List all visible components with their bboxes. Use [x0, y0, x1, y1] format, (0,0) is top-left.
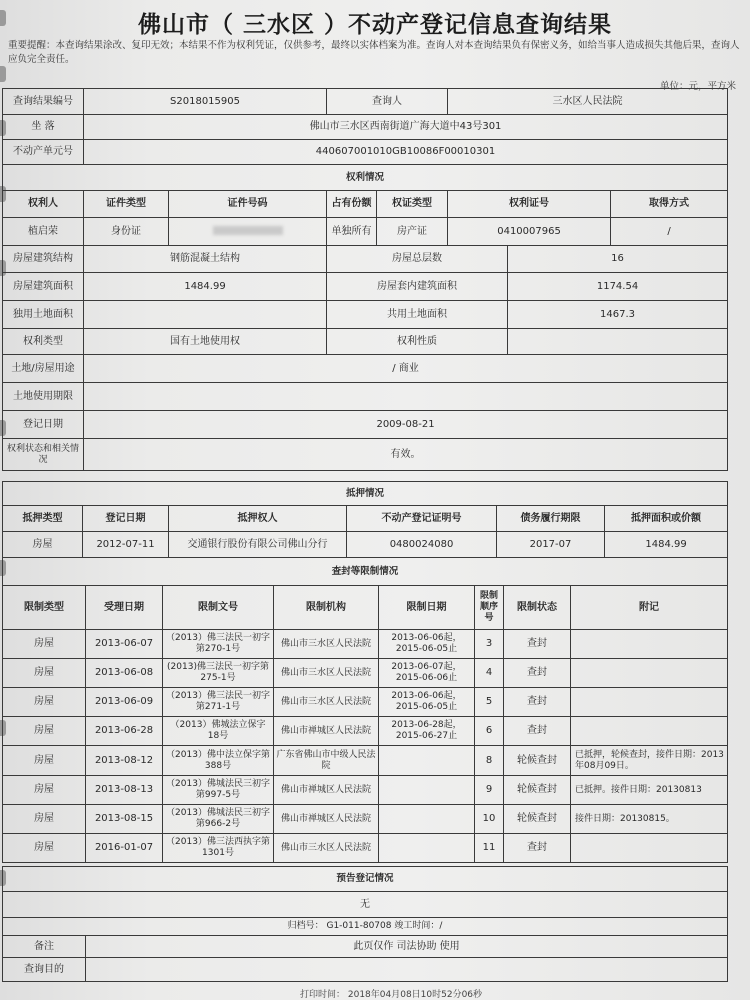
purpose-value [86, 958, 728, 982]
sole-land [84, 301, 327, 329]
restr-col-date: 受理日期 [86, 586, 163, 630]
mortgage-col-date: 登记日期 [83, 506, 169, 532]
requester-label: 查询人 [327, 89, 448, 115]
col-method: 取得方式 [611, 191, 728, 218]
area-label: 房屋建筑面积 [3, 273, 84, 301]
col-id-type: 证件类型 [84, 191, 169, 218]
restr-col-status: 限制状态 [504, 586, 571, 630]
area: 1484.99 [84, 273, 327, 301]
restr-seq: 5 [475, 688, 504, 717]
restr-type: 房屋 [3, 630, 86, 659]
inner-area-label: 房屋套内建筑面积 [327, 273, 508, 301]
inner-area: 1174.54 [508, 273, 728, 301]
restr-note [571, 688, 728, 717]
floors-label: 房屋总层数 [327, 246, 508, 273]
holder-cert-type: 房产证 [377, 218, 448, 246]
restr-doc: （2013）佛城法立保字18号 [163, 717, 274, 746]
mortgage-term: 2017-07 [497, 532, 605, 558]
restr-type: 房屋 [3, 746, 86, 776]
query-no-label: 查询结果编号 [3, 89, 84, 115]
restr-note [571, 717, 728, 746]
restr-org: 佛山市禅城区人民法院 [274, 717, 379, 746]
rights-section-title: 权利情况 [3, 165, 728, 191]
archive-line: 归档号： G1-011-80708 竣工时间：/ [3, 918, 728, 936]
restriction-row [3, 776, 728, 805]
restr-note [571, 630, 728, 659]
restr-period: 2013-06-06起，2015-06-05止 [379, 688, 475, 717]
col-share: 占有份额 [327, 191, 377, 218]
restriction-table [2, 557, 728, 863]
restr-period [379, 805, 475, 834]
unit-no-label: 不动产单元号 [3, 140, 84, 165]
restr-date: 2013-06-08 [86, 659, 163, 688]
restr-doc: （2013）佛城法民三初字第966-2号 [163, 805, 274, 834]
restr-doc: （2013）佛三法民一初字第271-1号 [163, 688, 274, 717]
restriction-row [3, 805, 728, 834]
restr-period: 2013-06-28起，2015-06-27止 [379, 717, 475, 746]
restr-col-type: 限制类型 [3, 586, 86, 630]
col-id-number: 证件号码 [169, 191, 327, 218]
restr-status: 轮候查封 [504, 746, 571, 776]
restr-date: 2013-08-15 [86, 805, 163, 834]
status: 有效。 [84, 439, 728, 471]
floors: 16 [508, 246, 728, 273]
restr-col-doc: 限制文号 [163, 586, 274, 630]
mortgage-section-title: 抵押情况 [3, 482, 728, 506]
restr-seq: 8 [475, 746, 504, 776]
remark-label: 备注 [3, 936, 86, 958]
location: 佛山市三水区西南街道广海大道中43号301 [84, 115, 728, 140]
structure-label: 房屋建筑结构 [3, 246, 84, 273]
restr-date: 2013-08-13 [86, 776, 163, 805]
restr-status: 查封 [504, 688, 571, 717]
restr-doc: （2013）佛城法民三初字第997-5号 [163, 776, 274, 805]
restr-date: 2013-06-07 [86, 630, 163, 659]
restr-col-note: 附记 [571, 586, 728, 630]
status-label: 权利状态和相关情况 [3, 439, 84, 471]
restr-doc: （2013）佛中法立保字第388号 [163, 746, 274, 776]
restr-type: 房屋 [3, 805, 86, 834]
rights-table [2, 88, 728, 471]
reg-date-label: 登记日期 [3, 411, 84, 439]
usage-label: 土地/房屋用途 [3, 355, 84, 383]
restr-org: 佛山市禅城区人民法院 [274, 805, 379, 834]
restriction-row [3, 688, 728, 717]
restr-seq: 9 [475, 776, 504, 805]
restr-date: 2013-06-28 [86, 717, 163, 746]
purpose-label: 查询目的 [3, 958, 86, 982]
restr-org: 佛山市三水区人民法院 [274, 659, 379, 688]
restr-note: 已抵押，轮候查封，接件日期：2013年08月09日。 [571, 746, 728, 776]
print-time: 打印时间： 2018年04月08日10时52分06秒 [300, 990, 483, 1000]
holder-id-number-redacted [169, 218, 327, 246]
restr-status: 查封 [504, 630, 571, 659]
restr-note: 接件日期：20130815。 [571, 805, 728, 834]
important-notice: 重要提醒：本查询结果涂改、复印无效；本结果不作为权利凭证，仅供参考，最终以实体档案为准。查询人对本查询结果负有保密义务，如给当事人造成损失其他后果，查询人应负完全责任。 [8, 40, 740, 65]
holder-cert-no: 0410007965 [448, 218, 611, 246]
holder-id-type: 身份证 [84, 218, 169, 246]
restr-doc: （2013）佛三法民一初字第270-1号 [163, 630, 274, 659]
restr-note: 已抵押。接件日期：20130813 [571, 776, 728, 805]
col-holder: 权利人 [3, 191, 84, 218]
mortgage-type: 房屋 [3, 532, 83, 558]
holder-share: 单独所有 [327, 218, 377, 246]
sole-land-label: 独用土地面积 [3, 301, 84, 329]
shared-land-label: 共用土地面积 [327, 301, 508, 329]
restr-seq: 11 [475, 834, 504, 863]
holder-method: / [611, 218, 728, 246]
restr-col-period: 限制日期 [379, 586, 475, 630]
restr-type: 房屋 [3, 659, 86, 688]
restr-org: 广东省佛山市中级人民法院 [274, 746, 379, 776]
restr-seq: 4 [475, 659, 504, 688]
mortgage-col-type: 抵押类型 [3, 506, 83, 532]
remark-value: 此页仅作 司法协助 使用 [86, 936, 728, 958]
restr-type: 房屋 [3, 717, 86, 746]
restr-note [571, 659, 728, 688]
restr-date: 2016-01-07 [86, 834, 163, 863]
restr-seq: 3 [475, 630, 504, 659]
right-type-label: 权利类型 [3, 329, 84, 355]
shared-land: 1467.3 [508, 301, 728, 329]
unit-note: 单位：元，平方米 [659, 81, 736, 92]
right-nature [508, 329, 728, 355]
mortgage-col-holder: 抵押权人 [169, 506, 347, 532]
location-label: 坐 落 [3, 115, 84, 140]
restriction-row [3, 659, 728, 688]
restr-period: 2013-06-07起，2015-06-06止 [379, 659, 475, 688]
reg-date: 2009-08-21 [84, 411, 728, 439]
mortgage-cert: 0480024080 [347, 532, 497, 558]
presale-section-title: 预告登记情况 [3, 867, 728, 892]
restriction-row [3, 834, 728, 863]
restr-type: 房屋 [3, 688, 86, 717]
restr-org: 佛山市三水区人民法院 [274, 834, 379, 863]
restr-period [379, 776, 475, 805]
restr-org: 佛山市三水区人民法院 [274, 688, 379, 717]
mortgage-date: 2012-07-11 [83, 532, 169, 558]
restr-org: 佛山市三水区人民法院 [274, 630, 379, 659]
mortgage-holder: 交通银行股份有限公司佛山分行 [169, 532, 347, 558]
mortgage-table [2, 481, 728, 558]
presale-value: 无 [3, 892, 728, 918]
restriction-row [3, 746, 728, 776]
restriction-section-title: 查封等限制情况 [3, 558, 728, 586]
restr-period: 2013-06-06起，2015-06-05止 [379, 630, 475, 659]
mortgage-col-term: 债务履行期限 [497, 506, 605, 532]
restr-status: 查封 [504, 717, 571, 746]
usage: / 商业 [84, 355, 728, 383]
presale-table [2, 866, 728, 982]
document-title: 佛山市（ 三水区 ）不动产登记信息查询结果 [137, 12, 612, 38]
mortgage-amount: 1484.99 [605, 532, 728, 558]
col-cert-no: 权利证号 [448, 191, 611, 218]
restr-status: 轮候查封 [504, 805, 571, 834]
mortgage-col-cert: 不动产登记证明号 [347, 506, 497, 532]
land-period [84, 383, 728, 411]
restr-status: 查封 [504, 659, 571, 688]
restr-date: 2013-06-09 [86, 688, 163, 717]
col-cert-type: 权证类型 [377, 191, 448, 218]
query-no: S2018015905 [84, 89, 327, 115]
restr-note [571, 834, 728, 863]
right-type: 国有土地使用权 [84, 329, 327, 355]
land-period-label: 土地使用期限 [3, 383, 84, 411]
restr-status: 查封 [504, 834, 571, 863]
restr-org: 佛山市禅城区人民法院 [274, 776, 379, 805]
restr-doc: （2013）佛三法西执字第1301号 [163, 834, 274, 863]
restr-col-org: 限制机构 [274, 586, 379, 630]
restr-date: 2013-08-12 [86, 746, 163, 776]
restr-type: 房屋 [3, 834, 86, 863]
restr-doc: (2013)佛三法民一初字第275-1号 [163, 659, 274, 688]
restr-seq: 10 [475, 805, 504, 834]
restr-status: 轮候查封 [504, 776, 571, 805]
unit-no: 440607001010GB10086F00010301 [84, 140, 728, 165]
restriction-row [3, 630, 728, 659]
restr-period [379, 746, 475, 776]
restr-period [379, 834, 475, 863]
requester: 三水区人民法院 [448, 89, 728, 115]
structure: 钢筋混凝土结构 [84, 246, 327, 273]
restr-seq: 6 [475, 717, 504, 746]
restriction-row [3, 717, 728, 746]
right-nature-label: 权利性质 [327, 329, 508, 355]
mortgage-col-amount: 抵押面积或价额 [605, 506, 728, 532]
holder-name: 植启荣 [3, 218, 84, 246]
restr-col-seq: 限制顺序号 [475, 586, 504, 630]
restr-type: 房屋 [3, 776, 86, 805]
